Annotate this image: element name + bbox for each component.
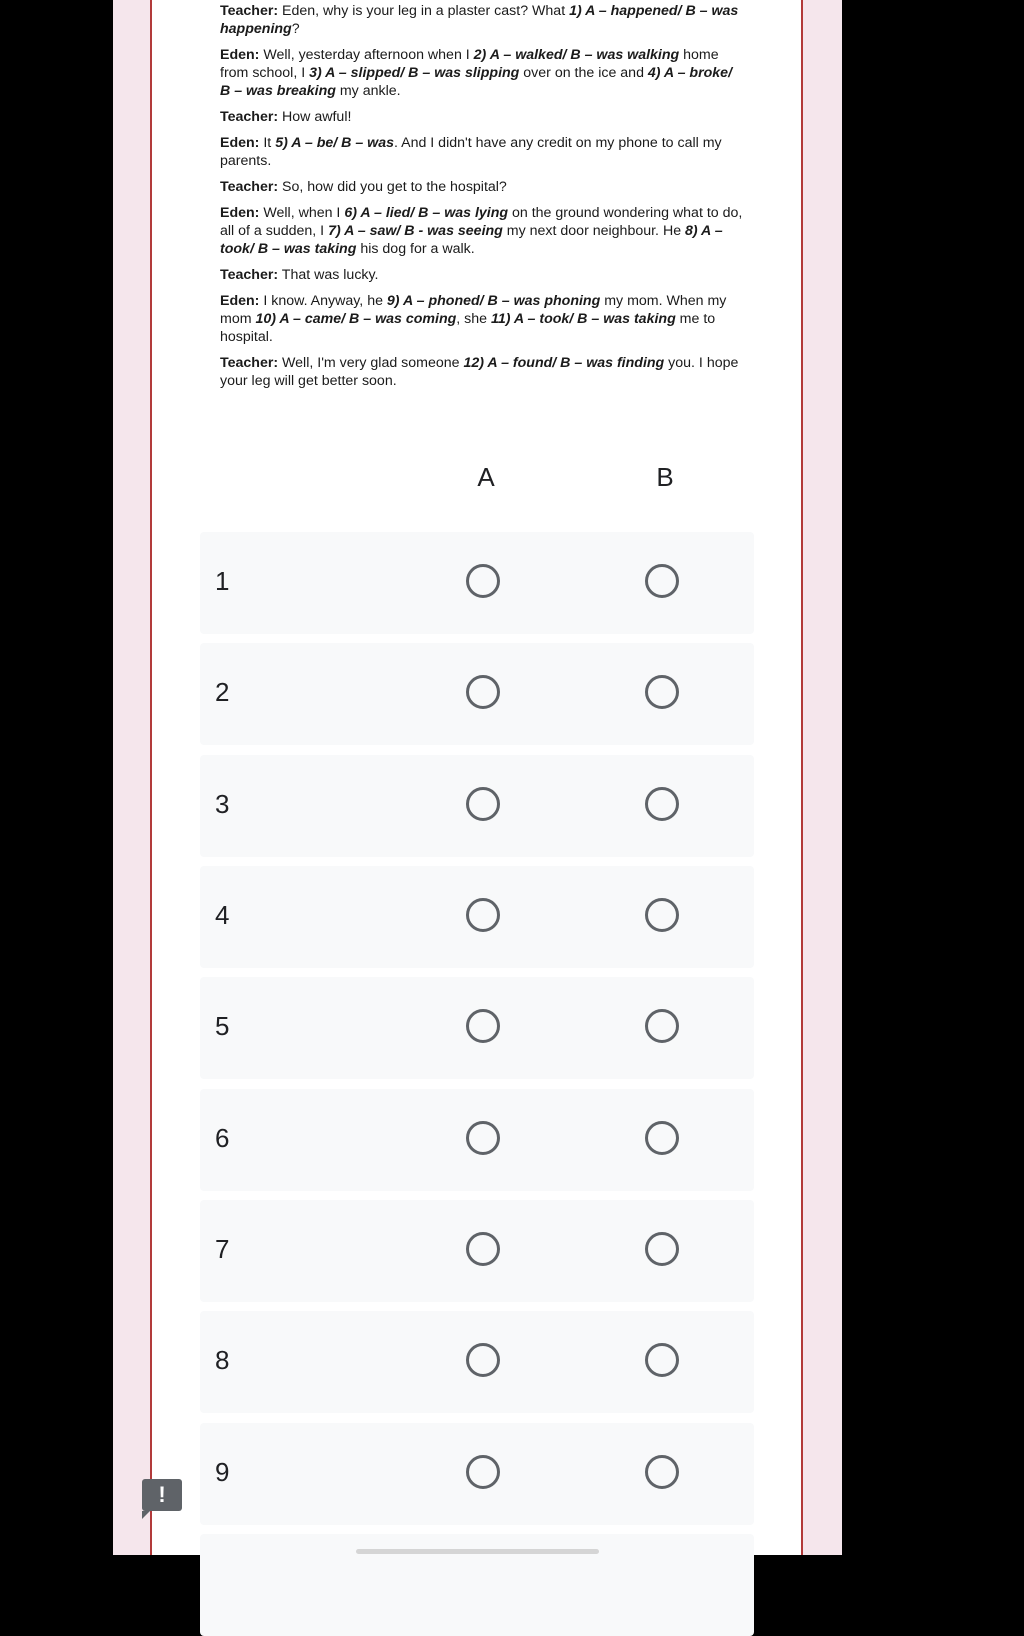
radio-1-b[interactable] xyxy=(645,564,679,598)
radio-3-b[interactable] xyxy=(645,787,679,821)
dialogue-text: my ankle. xyxy=(335,83,401,99)
answer-options: 2) A – walked/ B – was walking xyxy=(473,47,680,63)
report-problem-button[interactable] xyxy=(142,1479,182,1511)
answer-options: 8) A – took/ B – was taking xyxy=(220,223,723,257)
dialogue-text: Well, when I xyxy=(259,205,345,221)
answer-options: 1) A – happened/ B – was happening xyxy=(220,3,739,37)
dialogue-text: on the ground wondering what to do, all of a sudden, I xyxy=(220,205,743,239)
row-label: 4 xyxy=(215,900,230,930)
grid-row-5 xyxy=(200,977,754,1079)
dialogue-text: my mom. When my mom xyxy=(220,293,727,327)
dialogue-line xyxy=(220,266,745,284)
dialogue-text: Well, I'm very glad someone xyxy=(278,355,464,371)
answer-options: 3) A – slipped/ B – was slipping xyxy=(309,65,520,81)
dialogue-line xyxy=(220,178,745,196)
row-label: 1 xyxy=(215,566,230,596)
dialogue-line xyxy=(220,134,745,170)
speaker-name: Eden: xyxy=(220,47,260,63)
radio-5-b[interactable] xyxy=(645,1009,679,1043)
dialogue-text: home from school, I xyxy=(220,47,719,81)
grid-row-2 xyxy=(200,643,754,745)
dialogue-text: It xyxy=(259,135,276,151)
dialogue-line xyxy=(220,204,745,258)
dialogue-text: . And I didn't have any credit on my phone to call my parents. xyxy=(220,135,722,169)
grid-row-8 xyxy=(200,1311,754,1413)
answer-options: 11) A – took/ B – was taking xyxy=(490,311,676,327)
row-label: 9 xyxy=(215,1457,230,1487)
row-label: 2 xyxy=(215,677,230,707)
row-label: 8 xyxy=(215,1345,230,1375)
row-label: 7 xyxy=(215,1234,230,1264)
radio-9-b[interactable] xyxy=(645,1455,679,1489)
grid-row-6 xyxy=(200,1089,754,1191)
dialogue-line xyxy=(220,46,745,100)
scroll-handle[interactable] xyxy=(356,1549,599,1554)
dialogue-text: me to hospital. xyxy=(220,311,716,345)
dialogue-text: Well, yesterday afternoon when I xyxy=(259,47,474,63)
dialogue-text: over on the ice and xyxy=(519,65,648,81)
radio-7-a[interactable] xyxy=(466,1232,500,1266)
dialogue-text: I know. Anyway, he xyxy=(259,293,387,309)
answer-options: 10) A – came/ B – was coming xyxy=(255,311,457,327)
grid-row-4 xyxy=(200,866,754,968)
row-label: 6 xyxy=(215,1123,230,1153)
speaker-name: Eden: xyxy=(220,135,260,151)
speaker-name: Eden: xyxy=(220,293,260,309)
answer-options: 9) A – phoned/ B – was phoning xyxy=(386,293,601,309)
radio-9-a[interactable] xyxy=(466,1455,500,1489)
dialogue-text: ? xyxy=(291,21,300,37)
row-label: 3 xyxy=(215,789,230,819)
radio-6-b[interactable] xyxy=(645,1121,679,1155)
radio-2-b[interactable] xyxy=(645,675,679,709)
dialogue-text: That was lucky. xyxy=(278,267,379,283)
dialogue-line xyxy=(220,108,745,126)
answer-options: 12) A – found/ B – was finding xyxy=(463,355,665,371)
speaker-name: Teacher: xyxy=(220,3,279,19)
dialogue-line xyxy=(220,2,745,38)
radio-3-a[interactable] xyxy=(466,787,500,821)
radio-8-b[interactable] xyxy=(645,1343,679,1377)
dialogue-text: his dog for a walk. xyxy=(356,241,475,257)
radio-2-a[interactable] xyxy=(466,675,500,709)
answer-options: 6) A – lied/ B – was lying xyxy=(344,205,509,221)
speaker-name: Teacher: xyxy=(220,109,279,125)
speaker-name: Teacher: xyxy=(220,179,279,195)
question-passage xyxy=(220,2,745,398)
speaker-name: Teacher: xyxy=(220,267,279,283)
row-label: 5 xyxy=(215,1011,230,1041)
answer-options: 5) A – be/ B – was xyxy=(275,135,395,151)
dialogue-line xyxy=(220,292,745,346)
column-header-b: B xyxy=(656,462,674,492)
dialogue-line xyxy=(220,354,745,390)
radio-7-b[interactable] xyxy=(645,1232,679,1266)
radio-1-a[interactable] xyxy=(466,564,500,598)
dialogue-text: So, how did you get to the hospital? xyxy=(278,179,507,195)
grid-row-9 xyxy=(200,1423,754,1525)
dialogue-text: my next door neighbour. He xyxy=(502,223,686,239)
radio-6-a[interactable] xyxy=(466,1121,500,1155)
dialogue-text: you. I hope your leg will get better soon. xyxy=(220,355,739,389)
dialogue-text: Eden, why is your leg in a plaster cast? What xyxy=(278,3,570,19)
grid-row-1 xyxy=(200,532,754,634)
column-header-a: A xyxy=(477,462,495,492)
answer-options: 4) A – broke/ B – was breaking xyxy=(220,65,733,99)
grid-row-7 xyxy=(200,1200,754,1302)
speaker-name: Eden: xyxy=(220,205,260,221)
answer-options: 7) A – saw/ B - was seeing xyxy=(328,223,503,239)
radio-4-a[interactable] xyxy=(466,898,500,932)
dialogue-text: How awful! xyxy=(278,109,352,125)
radio-4-b[interactable] xyxy=(645,898,679,932)
speaker-name: Teacher: xyxy=(220,355,279,371)
grid-row-3 xyxy=(200,755,754,857)
radio-5-a[interactable] xyxy=(466,1009,500,1043)
radio-8-a[interactable] xyxy=(466,1343,500,1377)
exclamation-icon: ! xyxy=(158,1482,166,1507)
dialogue-text: , she xyxy=(456,311,491,327)
